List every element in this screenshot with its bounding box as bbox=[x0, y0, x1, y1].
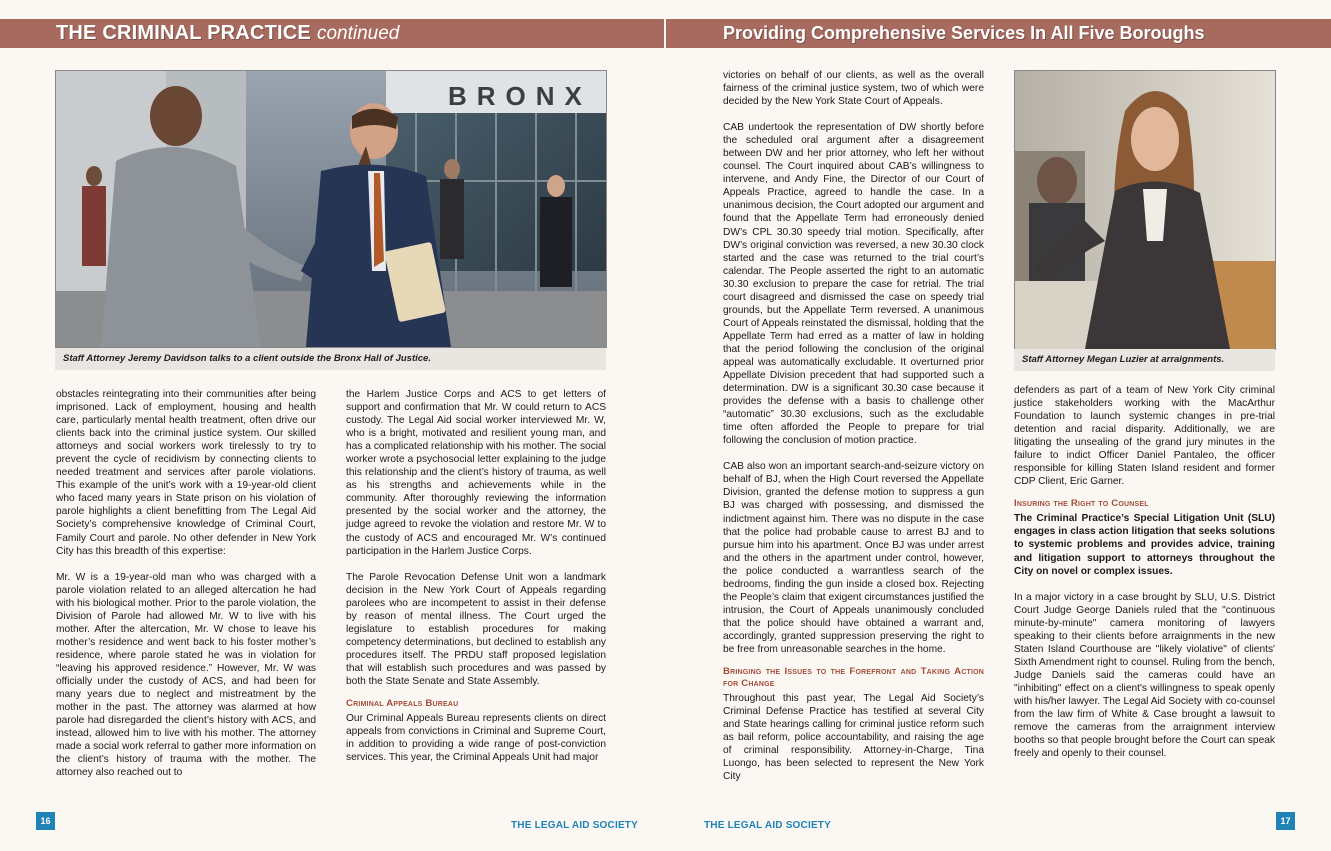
column-1 bbox=[56, 388, 316, 779]
col2-paragraph-1: the Harlem Justice Corps and ACS to get letters of support and confirmation that Mr. W could return to ACS custody. The Legal Aid social worker interviewed Mr. W, who is a bright, motivated and resilient young man, and has a complicated relationship with his mother. The social worker wrote a psychosocial letter explaining to the judge this relationship and the client’s history of trauma, as well as his strengths and achievements while in the community. After thoroughly reviewing the information presented by the social worker and the attorney, the judge agreed to revoke the violation and restore Mr. W to the custody of ACS and encouraged Mr. W’s continued participation in the Harlem Justice Corps. bbox=[346, 389, 606, 557]
bronx-sign: BRONX bbox=[448, 81, 592, 111]
left-photo-caption: Staff Attorney Jeremy Davidson talks to a client outside the Bronx Hall of Justice. bbox=[55, 348, 606, 370]
left-header-banner bbox=[0, 19, 664, 48]
right-page-title: Providing Comprehensive Services In All Five Boroughs bbox=[723, 23, 1205, 43]
criminal-appeals-heading: Criminal Appeals Bureau bbox=[346, 698, 459, 710]
col3-paragraph-1: victories on behalf of our clients, as well as the overall fairness of the criminal justice system, two of which were decided by the New York State Court of Appeals. bbox=[723, 70, 984, 108]
right-header-banner bbox=[666, 19, 1331, 48]
col1-paragraph-1: obstacles reintegrating into their communities after being imprisoned. Lack of employment, housing and health care, particularly mental health treatment, often drive our clients back into the criminal justice system. Our skilled attorneys and social workers work tirelessly to try to prevent the cycle of recidivism by connecting clients to needed treatment and services after parole violations. This example of the unit’s work with a 19-year-old client who faced many years in State prison on his violation of parole highlights a client benefitting from The Legal Aid Society’s comprehensive knowledge of Criminal Court, Family Court and parole. No other defender in New York City has this breadth of this expertise: bbox=[56, 389, 316, 557]
column-2 bbox=[346, 388, 606, 764]
col2-paragraph-2: The Parole Revocation Defense Unit won a landmark decision in the New York Court of Appeals regarding parolees who are incompetent to assist in their defense by reason of mental illness. The Court urged the legislature to establish procedures for making competency determinations, but declined to establish any procedures itself. The PRDU staff proposed legislation that will establish such procedures and was passed by both the State Senate and State Assembly. bbox=[346, 571, 606, 687]
bronx-handshake-photo bbox=[55, 70, 607, 348]
col3-paragraph-4: Throughout this past year, The Legal Aid Society’s Criminal Defense Practice has testified at several City and State hearings calling for criminal justice reform such as bail reform, police accountability, and raising the age of criminal responsibility. Attorney-in-Charge, Tina Luongo, has been selected to represent the New York City bbox=[723, 693, 984, 783]
left-footer-org: THE LEGAL AID SOCIETY bbox=[511, 820, 638, 831]
left-page-number: 16 bbox=[36, 812, 55, 830]
right-page-number: 17 bbox=[1276, 812, 1295, 830]
photo-illustration bbox=[56, 71, 606, 347]
right-photo-caption: Staff Attorney Megan Luzier at arraignments. bbox=[1014, 349, 1275, 371]
col2-paragraph-3: Our Criminal Appeals Bureau represents clients on direct appeals from convictions in Criminal and Supreme Court, in addition to providing a wide range of post-conviction services. This year, the Criminal Appeals Unit had major bbox=[346, 713, 606, 764]
col3-paragraph-3: CAB also won an important search-and-seizure victory on behalf of BJ, when the High Court reversed the Appellate Division, granted the defense motion to suppress a gun BJ was charged with possessing, and dismissed the indictment against him. There was no dispute in the case that the police had probable cause to arrest BJ and to pursue him into his apartment. Once BJ was under arrest and the others in the apartment under control, however, the police conducted a warrantless search of the bedrooms, finding the gun inside a closed box. Rejecting the People’s claim that exigent circumstances justified the intrusion, the Court of Appeals unanimously concluded that the police should have obtained a warrant and, accordingly, granted suppression preserving the right to be free from unreasonable searches in the home. bbox=[723, 461, 984, 655]
section-continued: continued bbox=[316, 22, 400, 44]
photo-illustration-right bbox=[1015, 71, 1275, 349]
right-footer-org: THE LEGAL AID SOCIETY bbox=[704, 820, 831, 831]
col1-paragraph-2: Mr. W is a 19-year-old man who was charged with a parole violation related to an alleged altercation he had with his biological mother. Prior to the parole violation, the Division of Parole had allowed Mr. W to live with his mother. After the altercation, Mr. W chose to leave his mother’s residence and went back to his foster mother’s residence, where parole stated he was in violation for “leaving his approved residence.” However, Mr. W was officially under the custody of ACS, and had been for many years due to neglect and mistreatment by the mother in the past. The attorney was alarmed at how parole had disregarded the client’s history with ACS, and instead, allowed him to live with his mother. The attorney made a social work referral to gather more information on the client’s history of trauma with the mother. The attorney also reached out to bbox=[56, 571, 316, 779]
column-4 bbox=[1014, 384, 1275, 760]
right-to-counsel-heading: Insuring the Right to Counsel bbox=[1014, 498, 1149, 510]
column-3 bbox=[723, 69, 984, 783]
col4-paragraph-2: The Criminal Practice’s Special Litigation Unit (SLU) engages in class action litigation that seeks solutions to systemic problems and provides advice, training and litigation support to attorneys throughout the City on novel or complex issues. bbox=[1014, 513, 1275, 577]
col4-paragraph-3: In a major victory in a case brought by SLU, U.S. District Court Judge George Daniels ruled that the "continuous minute-by-minute" camera monitoring of lawyers speaking to their clients before arraignments in the new Staten Island Courthouse are "likely violative" of clients' Sixth Amendment right to counsel. Ruling from the bench, Judge Daniels said the cameras could have an "inhibiting" effect on a client's willingness to speak openly with his/her lawyer. The Legal Aid Society with co-counsel from the law firm of White & Case brought a lawsuit to remove the cameras from the arraignment interview booths so that people brought before the Court can speak freely and openly to their counsel. bbox=[1014, 591, 1275, 760]
forefront-heading: Bringing the Issues to the Forefront and Taking Action for Change bbox=[723, 666, 984, 690]
arraignment-photo bbox=[1014, 70, 1276, 350]
col4-paragraph-1: defenders as part of a team of New York City criminal justice stakeholders working with the MacArthur Foundation to launch systemic changes in pre-trial detention and racial disparity. Additionally, we are litigating the unsealing of the grand jury minutes in the failure to indict Officer Daniel Pantaleo, the officer responsible for killing Staten Island resident and former CDP Client, Eric Garner. bbox=[1014, 385, 1275, 488]
col3-paragraph-2: CAB undertook the representation of DW shortly before the scheduled oral argument after a disagreement between DW and her prior attorney, who left her without counsel. The Court inquired about CAB’s willingness to intervene, and Andy Fine, the Director of our Court of Appeals Practice, agreed to handle the case. In a unanimous decision, the Court adopted our argument and found that the Appellate Term had erroneously denied DW’s CPL 30.30 speedy trial motion. Specifically, after DW’s original conviction was reversed, a new 30.30 clock started and the case was returned to the trial court’s calendar. The People asserted the right to an automatic 30.30 exclusion to prepare the case for retrial. The trial court disagreed and dismissed the case on speedy trial grounds, but the Appellate Term reversed. A unanimous Court of Appeals reinstated the dismissal, holding that the Appellate Term had erred as a matter of law in holding that the period following the conclusion of the original appeal was automatically excludable. It overturned prior Appellate Division precedent that had supported such a determination. DW is a significant 30.30 case because it provides the defense with a basis to challenge other “automatic” 30.30 exclusions, such as the excludable time often afforded the People to prepare for trial following the conclusion of motion practice. bbox=[723, 122, 984, 447]
section-title: THE CRIMINAL PRACTICE bbox=[56, 22, 311, 44]
